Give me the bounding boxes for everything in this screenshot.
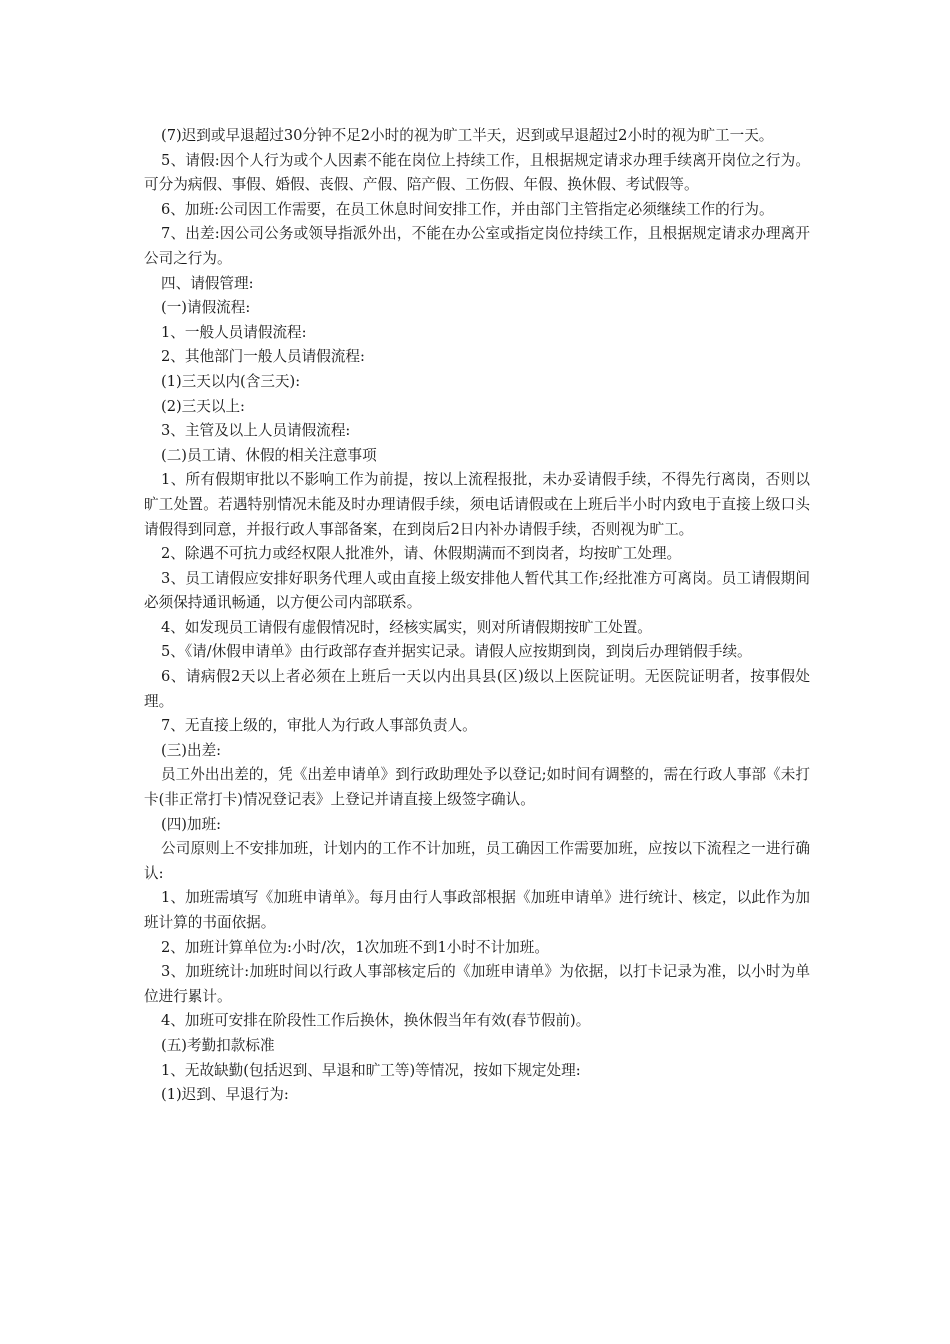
paragraph: (1)迟到、早退行为: (161, 1086, 289, 1104)
paragraph: 2、其他部门一般人员请假流程: (161, 348, 365, 366)
paragraph: 6、加班:公司因工作需要，在员工休息时间安排工作，并由部门主管指定必须继续工作的行为。 (161, 200, 774, 218)
paragraph: 1、无故缺勤(包括迟到、早退和旷工等)等情况，按如下规定处理: (161, 1061, 581, 1079)
paragraph: 公司原则上不安排加班，计划内的工作不计加班，员工确因工作需要加班，应按以下流程之一进行确认: (144, 840, 810, 882)
paragraph: 2、加班计算单位为:小时/次，1次加班不到1小时不计加班。 (161, 938, 549, 956)
paragraph: 5、请假:因个人行为或个人因素不能在岗位上持续工作，且根据规定请求办理手续离开岗位之行为。可分为病假、事假、婚假、丧假、产假、陪产假、工伤假、年假、换休假、考试假等。 (144, 151, 810, 194)
paragraph: 1、加班需填写《加班申请单》。每月由行人事政部根据《加班申请单》进行统计、核定，以此作为加班计算的书面依据。 (144, 889, 810, 931)
paragraph: 6、请病假2天以上者必须在上班后一天以内出具县(区)级以上医院证明。无医院证明者，按事假处理。 (144, 668, 810, 710)
paragraph: 7、出差:因公司公务或领导指派外出，不能在办公室或指定岗位持续工作，且根据规定请求办理离开公司之行为。 (144, 225, 810, 267)
paragraph: 员工外出出差的，凭《出差申请单》到行政助理处予以登记;如时间有调整的，需在行政人事部《未打卡(非正常打卡)情况登记表》上登记并请直接上级签字确认。 (144, 766, 810, 809)
paragraph: 1、所有假期审批以不影响工作为前提，按以上流程报批，未办妥请假手续，不得先行离岗，否则以旷工处置。若遇特别情况未能及时办理请假手续，须电话请假或在上班后半小时内致电于直接上级口头请假得到同意，并报行政人事部备案，在到岗后2日内补办请假手续，否则视为旷工。 (144, 471, 810, 538)
paragraph: 3、加班统计:加班时间以行政人事部核定后的《加班申请单》为依据，以打卡记录为准，以小时为单位进行累计。 (144, 963, 810, 1005)
subsection-heading: (二)员工请、休假的相关注意事项 (161, 446, 377, 464)
paragraph: 7、无直接上级的，审批人为行政人事部负责人。 (161, 717, 477, 735)
paragraph: 4、如发现员工请假有虚假情况时，经核实属实，则对所请假期按旷工处置。 (161, 618, 652, 636)
paragraph: (7)迟到或早退超过30分钟不足2小时的视为旷工半天，迟到或早退超过2小时的视为旷工一天。 (161, 127, 774, 144)
subsection-heading: (一)请假流程: (161, 299, 251, 317)
paragraph: 5、《请/休假申请单》由行政部存查并据实记录。请假人应按期到岗，到岗后办理销假手续。 (161, 643, 752, 661)
paragraph: (1)三天以内(含三天): (161, 372, 301, 390)
subsection-heading: (三)出差: (161, 741, 222, 759)
paragraph: 1、一般人员请假流程: (161, 323, 307, 341)
subsection-heading: (四)加班: (161, 815, 222, 833)
paragraph: 3、员工请假应安排好职务代理人或由直接上级安排他人暂代其工作;经批准方可离岗。员工请假期间必须保持通讯畅通，以方便公司内部联系。 (144, 569, 810, 612)
paragraph: 2、除遇不可抗力或经权限人批准外，请、休假期满而不到岗者，均按旷工处理。 (161, 545, 682, 563)
document-body (144, 124, 810, 1108)
paragraph: (2)三天以上: (161, 397, 245, 415)
paragraph: 3、主管及以上人员请假流程: (161, 422, 351, 440)
section-heading: 四、请假管理: (161, 274, 254, 292)
subsection-heading: (五)考勤扣款标准 (161, 1036, 275, 1054)
paragraph: 4、加班可安排在阶段性工作后换休，换休假当年有效(春节假前)。 (161, 1012, 591, 1030)
